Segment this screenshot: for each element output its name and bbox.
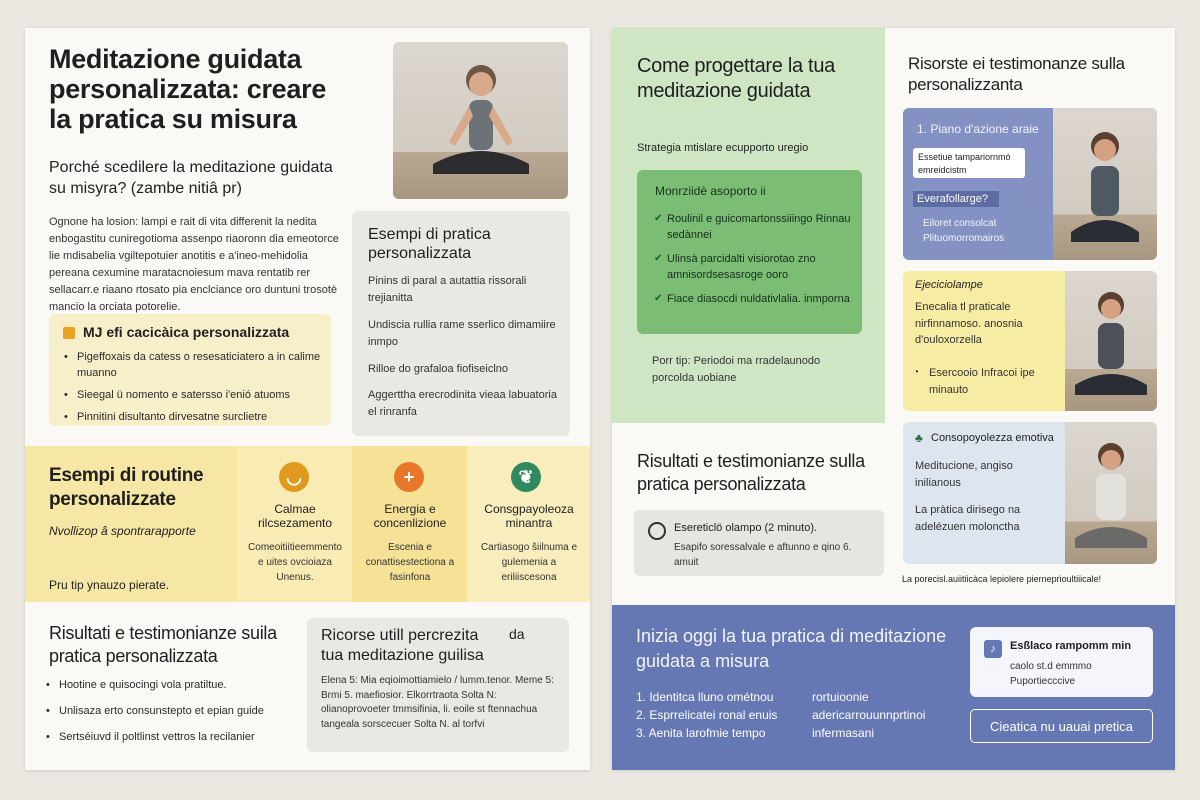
design-subtitle: Strategia mtislare ecupporto uregio — [637, 142, 809, 154]
action-plan-title: 1. Piano d'azione araie — [917, 122, 1039, 136]
list-item: ✔ Fiace diasocdi nuldativlalia. inmporna — [653, 292, 853, 308]
emotional-awareness-note: La pràtica dirisego na adelézuen molonctha — [915, 504, 1021, 533]
resources-card — [307, 618, 569, 752]
music-icon: ♪ — [984, 640, 1002, 658]
create-practice-button[interactable]: Cieatica nu uauai pretica — [970, 709, 1153, 743]
leaf-icon: ❦ — [511, 462, 541, 492]
cta-step: 2. Esprrelicatei ronal enuis — [636, 708, 778, 722]
meditation-photo — [393, 42, 568, 199]
cta-card-title: Esßlaco rampomm min — [1010, 640, 1132, 652]
plus-icon: + — [394, 462, 424, 492]
list-item: ✔ Ulinsà parcidalti visiorotao zno amnisordsesasroge ooro — [653, 252, 853, 284]
list-item: • Hootine e quisocingi vola pratiltue. — [45, 678, 305, 694]
resources-title-aside: da — [509, 626, 525, 642]
clock-icon: ◔ — [913, 367, 920, 378]
customization-list — [63, 350, 325, 432]
cta-step-detail: adericarrouunnprtinoi — [812, 708, 926, 722]
resources-text: Elena 5: Mia eqioimottiamielo / lumm.tenor. Meme 5: Brmi 5. maefiosior. Elkorrtraota Solta N: olianoprovoeter tmmsifinia, li. eoile st ftennachua tangeala sorscecuer Solta N. al torfvi — [321, 675, 554, 730]
cta-steps-right — [812, 690, 962, 740]
customization-card-title: MJ efi cacicàica personalizzata — [83, 324, 290, 340]
action-plan-inner: Essetiue tampariornmó emreidcistm — [913, 148, 1025, 178]
left-page — [25, 28, 590, 770]
action-plan-label: Everafollarge? — [913, 191, 999, 207]
resources-title: Ricorse utill percrezita tua meditazione guilisa — [321, 627, 484, 664]
sun-icon: ◡ — [279, 462, 309, 492]
support-card-title: Monrziidè asoporto ii — [655, 184, 766, 198]
exercise-card — [634, 510, 884, 576]
cta-step-detail: rortuioonie — [812, 690, 869, 704]
routine-col-text: Escenia e conattisestectiona a fasinfona — [365, 542, 455, 583]
cta-step: 1. Identitca lluno ométnou — [636, 690, 774, 704]
folder-icon — [63, 327, 75, 339]
support-list — [653, 212, 853, 316]
exercise-card-title: Esereticlö olampo (2 minuto). — [674, 522, 818, 534]
cta-card — [970, 627, 1153, 697]
routine-col-title: Calmae rilcsezamento — [257, 502, 333, 530]
exercise-card-text: Esapifo soressalvale e aftunno e qino 6. amuit — [674, 542, 852, 568]
exercise-example-text: Enecalia tl praticale nirfinnamoso. anosnia d'ouloxorzella — [915, 301, 1023, 346]
routine-tip: Pru tip ynauzo pierate. — [49, 578, 170, 592]
examples-card — [352, 211, 570, 436]
support-card — [637, 170, 862, 334]
cta-card-text: caolo st.d emmmo Puportiecccive — [1010, 661, 1092, 687]
emotional-awareness-text: Meditucione, angiso inilianous — [915, 460, 1013, 489]
woman-photo — [1065, 271, 1157, 411]
woman-photo — [1065, 422, 1157, 564]
list-item: • Pinnitini disultanto dirvesatne surclietre — [63, 410, 325, 426]
routine-col-text: Comeoitiitieemmento e uites ovcioiaza Unenus. — [248, 542, 342, 583]
list-item: • Sieegal ü nomento e satersso i'enió atuoms — [63, 388, 325, 404]
example-item: Aggerttha erecrodinita vieaa labuatoria el rinranfa — [368, 389, 557, 418]
cta-step: 3. Aenita larofmie tempo — [636, 726, 766, 740]
page-title: Meditazione guidata personalizzata: creare la pratica su misura — [49, 44, 327, 135]
routine-subtitle: Nvollizop â spontrarapporte — [49, 524, 196, 538]
right-page — [612, 28, 1175, 770]
woman-photo — [1053, 108, 1157, 260]
routine-title: Esempi di routine personalizzate — [49, 465, 204, 510]
cta-step-detail: infermasani — [812, 726, 875, 740]
exercise-example-title: Ejeciciolampe — [915, 279, 983, 291]
list-item: • Sertséiuvd il poltlinst vettros la recilanier — [45, 730, 305, 746]
action-plan-card — [903, 108, 1157, 260]
design-tip: Porr tip: Periodoi ma rradelaunodo porcolda uobiane — [652, 355, 821, 384]
results-title: Risultati e testimonianze sulla pratica personalizzata — [637, 451, 865, 494]
routine-col-title: Consgpayoleoza minantra — [484, 502, 574, 530]
exercise-example-note: Esercooio Infracoi ipe minauto — [929, 367, 1035, 396]
list-item: • Pigeffoxais da catess o resesaticiatero a in calime muanno — [63, 350, 325, 382]
section-subtitle: Porché scedilere la meditazione guidata su misyra? (zambe nitiâ pr) — [49, 159, 333, 197]
action-plan-text: Eiloret consolcat Plituomorromairos — [923, 218, 1005, 244]
list-item: • Unlisaza erto consunstepto et epian guide — [45, 704, 305, 720]
list-item: ✔ Roulinil e guicomartonssiiingo Rinnau sedànnei — [653, 212, 853, 244]
routine-col-title: Energia e concenlizione — [373, 502, 447, 530]
customization-card — [49, 314, 331, 426]
cta-title: Inizia oggi la tua pratica di meditazione guidata a misura — [636, 626, 947, 672]
design-title: Come progettare la tua meditazione guidata — [637, 55, 835, 102]
example-item: Pinins di paral a autattia rissorali trejianitta — [368, 275, 527, 304]
resources-footer: La porecisl.auiitiicàca lepiolere pierneprioultiiicale! — [902, 574, 1102, 584]
routine-col-text: Cartiasogo šiilnuma e gulemenia a eriliiscesona — [480, 542, 578, 583]
cta-steps — [636, 690, 806, 740]
emotional-awareness-title: Consopoyolezza emotiva — [931, 432, 1054, 444]
results-title: Risultati e testimonianze suila pratica personalizzata — [49, 623, 277, 666]
results-list — [45, 678, 305, 756]
resources-title: Risorste ei testimonanze sulla personalizzanta — [908, 54, 1125, 94]
leaf-icon: ♣ — [915, 431, 923, 445]
intro-paragraph: Ognone ha losion: lampi e rait di vita differenit la nedita enbogastitu cuniregotioma assenpo riaoronn dia emeotorce lie mdisabelia vgiltepotuier anotitis e a'ineo-mehidolia pereana cexumine maratacnoiesum mava rentatib rer sellacarr.e riaano rtosato pia enclciance oro duntuni trosotè mancio la orciata potorelie. — [49, 216, 339, 314]
emotional-awareness-card — [903, 422, 1157, 564]
exercise-example-card — [903, 271, 1157, 411]
example-item: Rilloe do grafaloa fiofiseiclno — [368, 363, 509, 375]
example-item: Undiscia rullia rame sserlico dimamiire inmpo — [368, 319, 556, 348]
examples-card-title: Esempi di pratica personalizzata — [368, 226, 491, 263]
timer-icon — [648, 522, 666, 540]
